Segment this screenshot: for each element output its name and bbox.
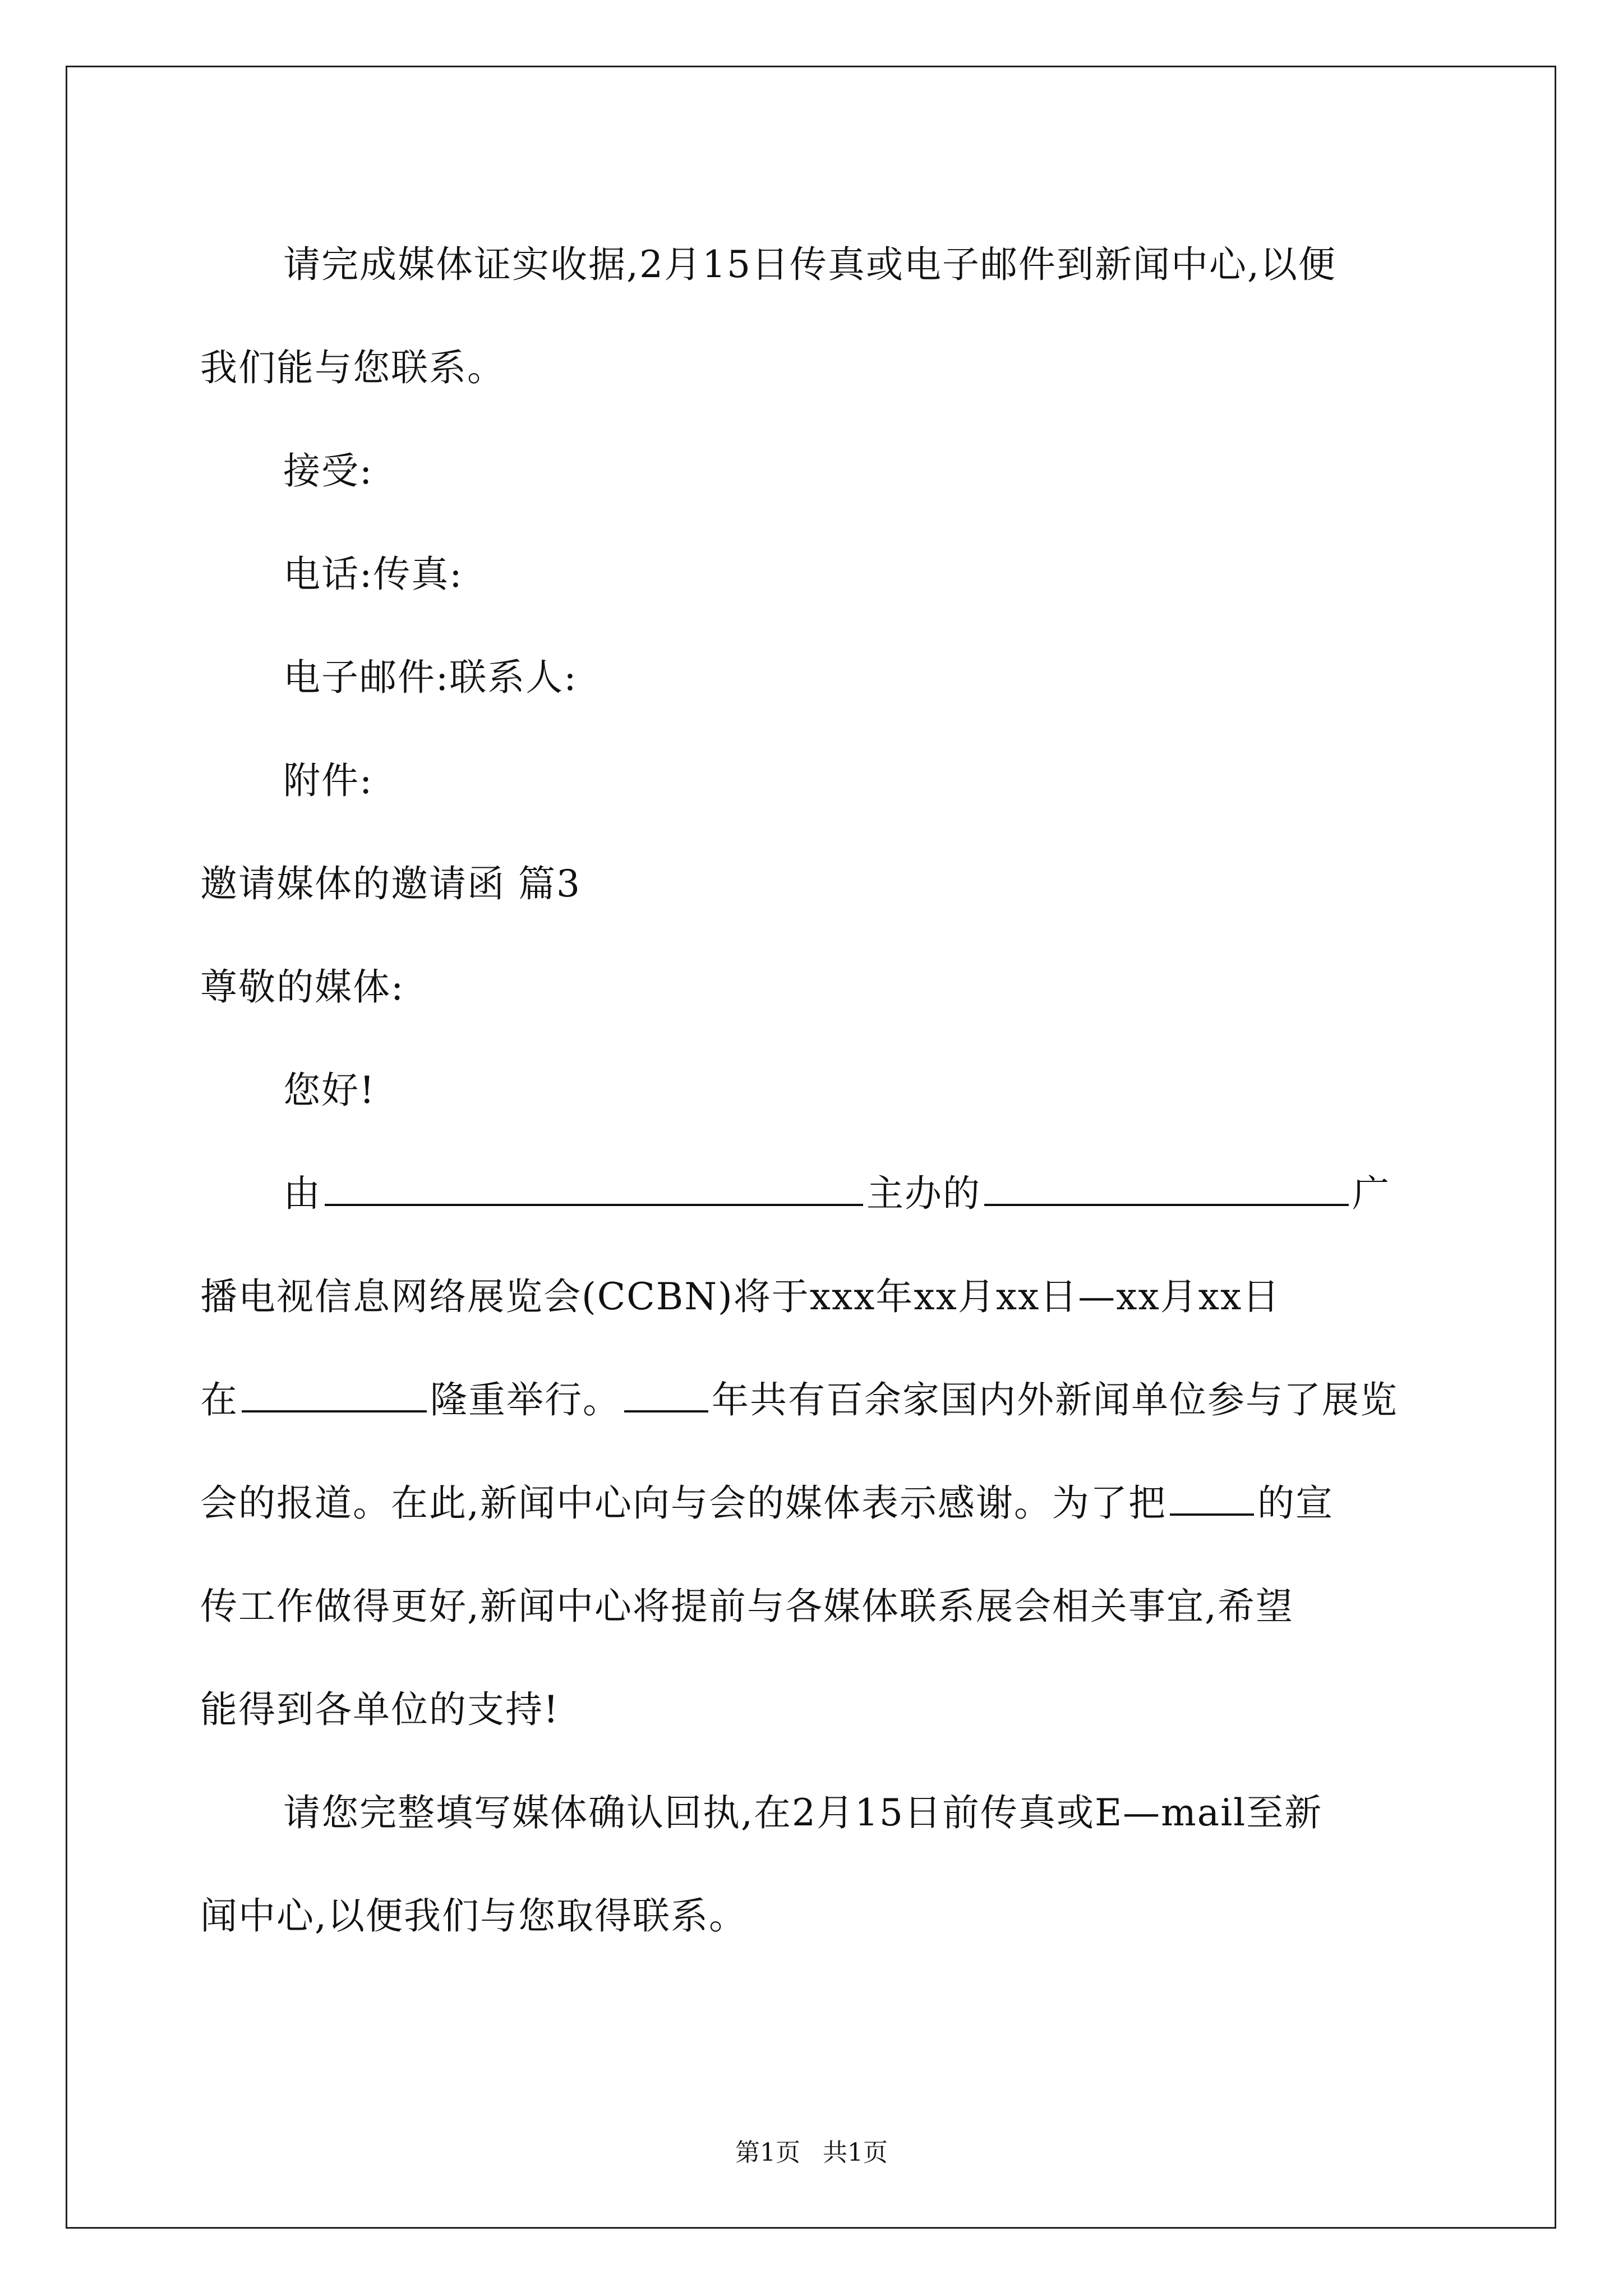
fill-blank-organizer bbox=[325, 1175, 863, 1206]
fill-blank-event-name bbox=[1170, 1484, 1254, 1516]
attachment-label: 附件: bbox=[283, 759, 374, 802]
page-number: 第1页 bbox=[735, 2138, 800, 2167]
text-run: 会的报道。在此,新闻中心向与会的媒体表示感谢。为了把 bbox=[200, 1481, 1166, 1525]
paragraph-line: 我们能与您联系。 bbox=[200, 346, 505, 389]
text-run: 广 bbox=[1352, 1172, 1390, 1215]
text-run: 主办的 bbox=[866, 1172, 981, 1215]
text-run: 在 bbox=[200, 1378, 238, 1421]
fill-blank-event bbox=[984, 1175, 1349, 1206]
fill-blank-venue bbox=[242, 1381, 427, 1412]
phone-fax-label: 电话:传真: bbox=[283, 553, 463, 596]
paragraph-line bbox=[200, 1349, 1434, 1452]
text-run: 隆重举行。 bbox=[430, 1378, 621, 1421]
fill-blank-year bbox=[624, 1381, 708, 1412]
paragraph-line bbox=[200, 1452, 1434, 1555]
page-total: 共1页 bbox=[823, 2138, 888, 2167]
text-run: 年共有百余家国内外新闻单位参与了展览 bbox=[712, 1378, 1398, 1421]
text-run: 的宣 bbox=[1257, 1481, 1334, 1525]
paragraph-line: 播电视信息网络展览会(CCBN)将于xxx年xx月xx日—xx月xx日 bbox=[200, 1275, 1281, 1318]
page-footer bbox=[0, 2136, 1623, 2170]
salutation: 尊敬的媒体: bbox=[200, 965, 405, 1009]
document-body bbox=[200, 213, 1434, 1968]
paragraph-line: 闻中心,以便我们与您取得联系。 bbox=[200, 1894, 747, 1938]
email-contact-label: 电子邮件:联系人: bbox=[283, 656, 578, 699]
accept-label: 接受: bbox=[283, 449, 374, 493]
greeting: 您好! bbox=[283, 1069, 376, 1112]
paragraph-line: 传工作做得更好,新闻中心将提前与各媒体联系展会相关事宜,希望 bbox=[200, 1585, 1294, 1628]
paragraph-line: 能得到各单位的支持! bbox=[200, 1688, 560, 1731]
section-title: 邀请媒体的邀请函 篇3 bbox=[200, 862, 581, 905]
paragraph-line bbox=[200, 1142, 1434, 1245]
text-run: 由 bbox=[283, 1172, 321, 1215]
paragraph-line: 请您完整填写媒体确认回执,在2月15日前传真或E—mail至新 bbox=[283, 1791, 1323, 1834]
paragraph-line: 请完成媒体证实收据,2月15日传真或电子邮件到新闻中心,以便 bbox=[283, 243, 1336, 286]
